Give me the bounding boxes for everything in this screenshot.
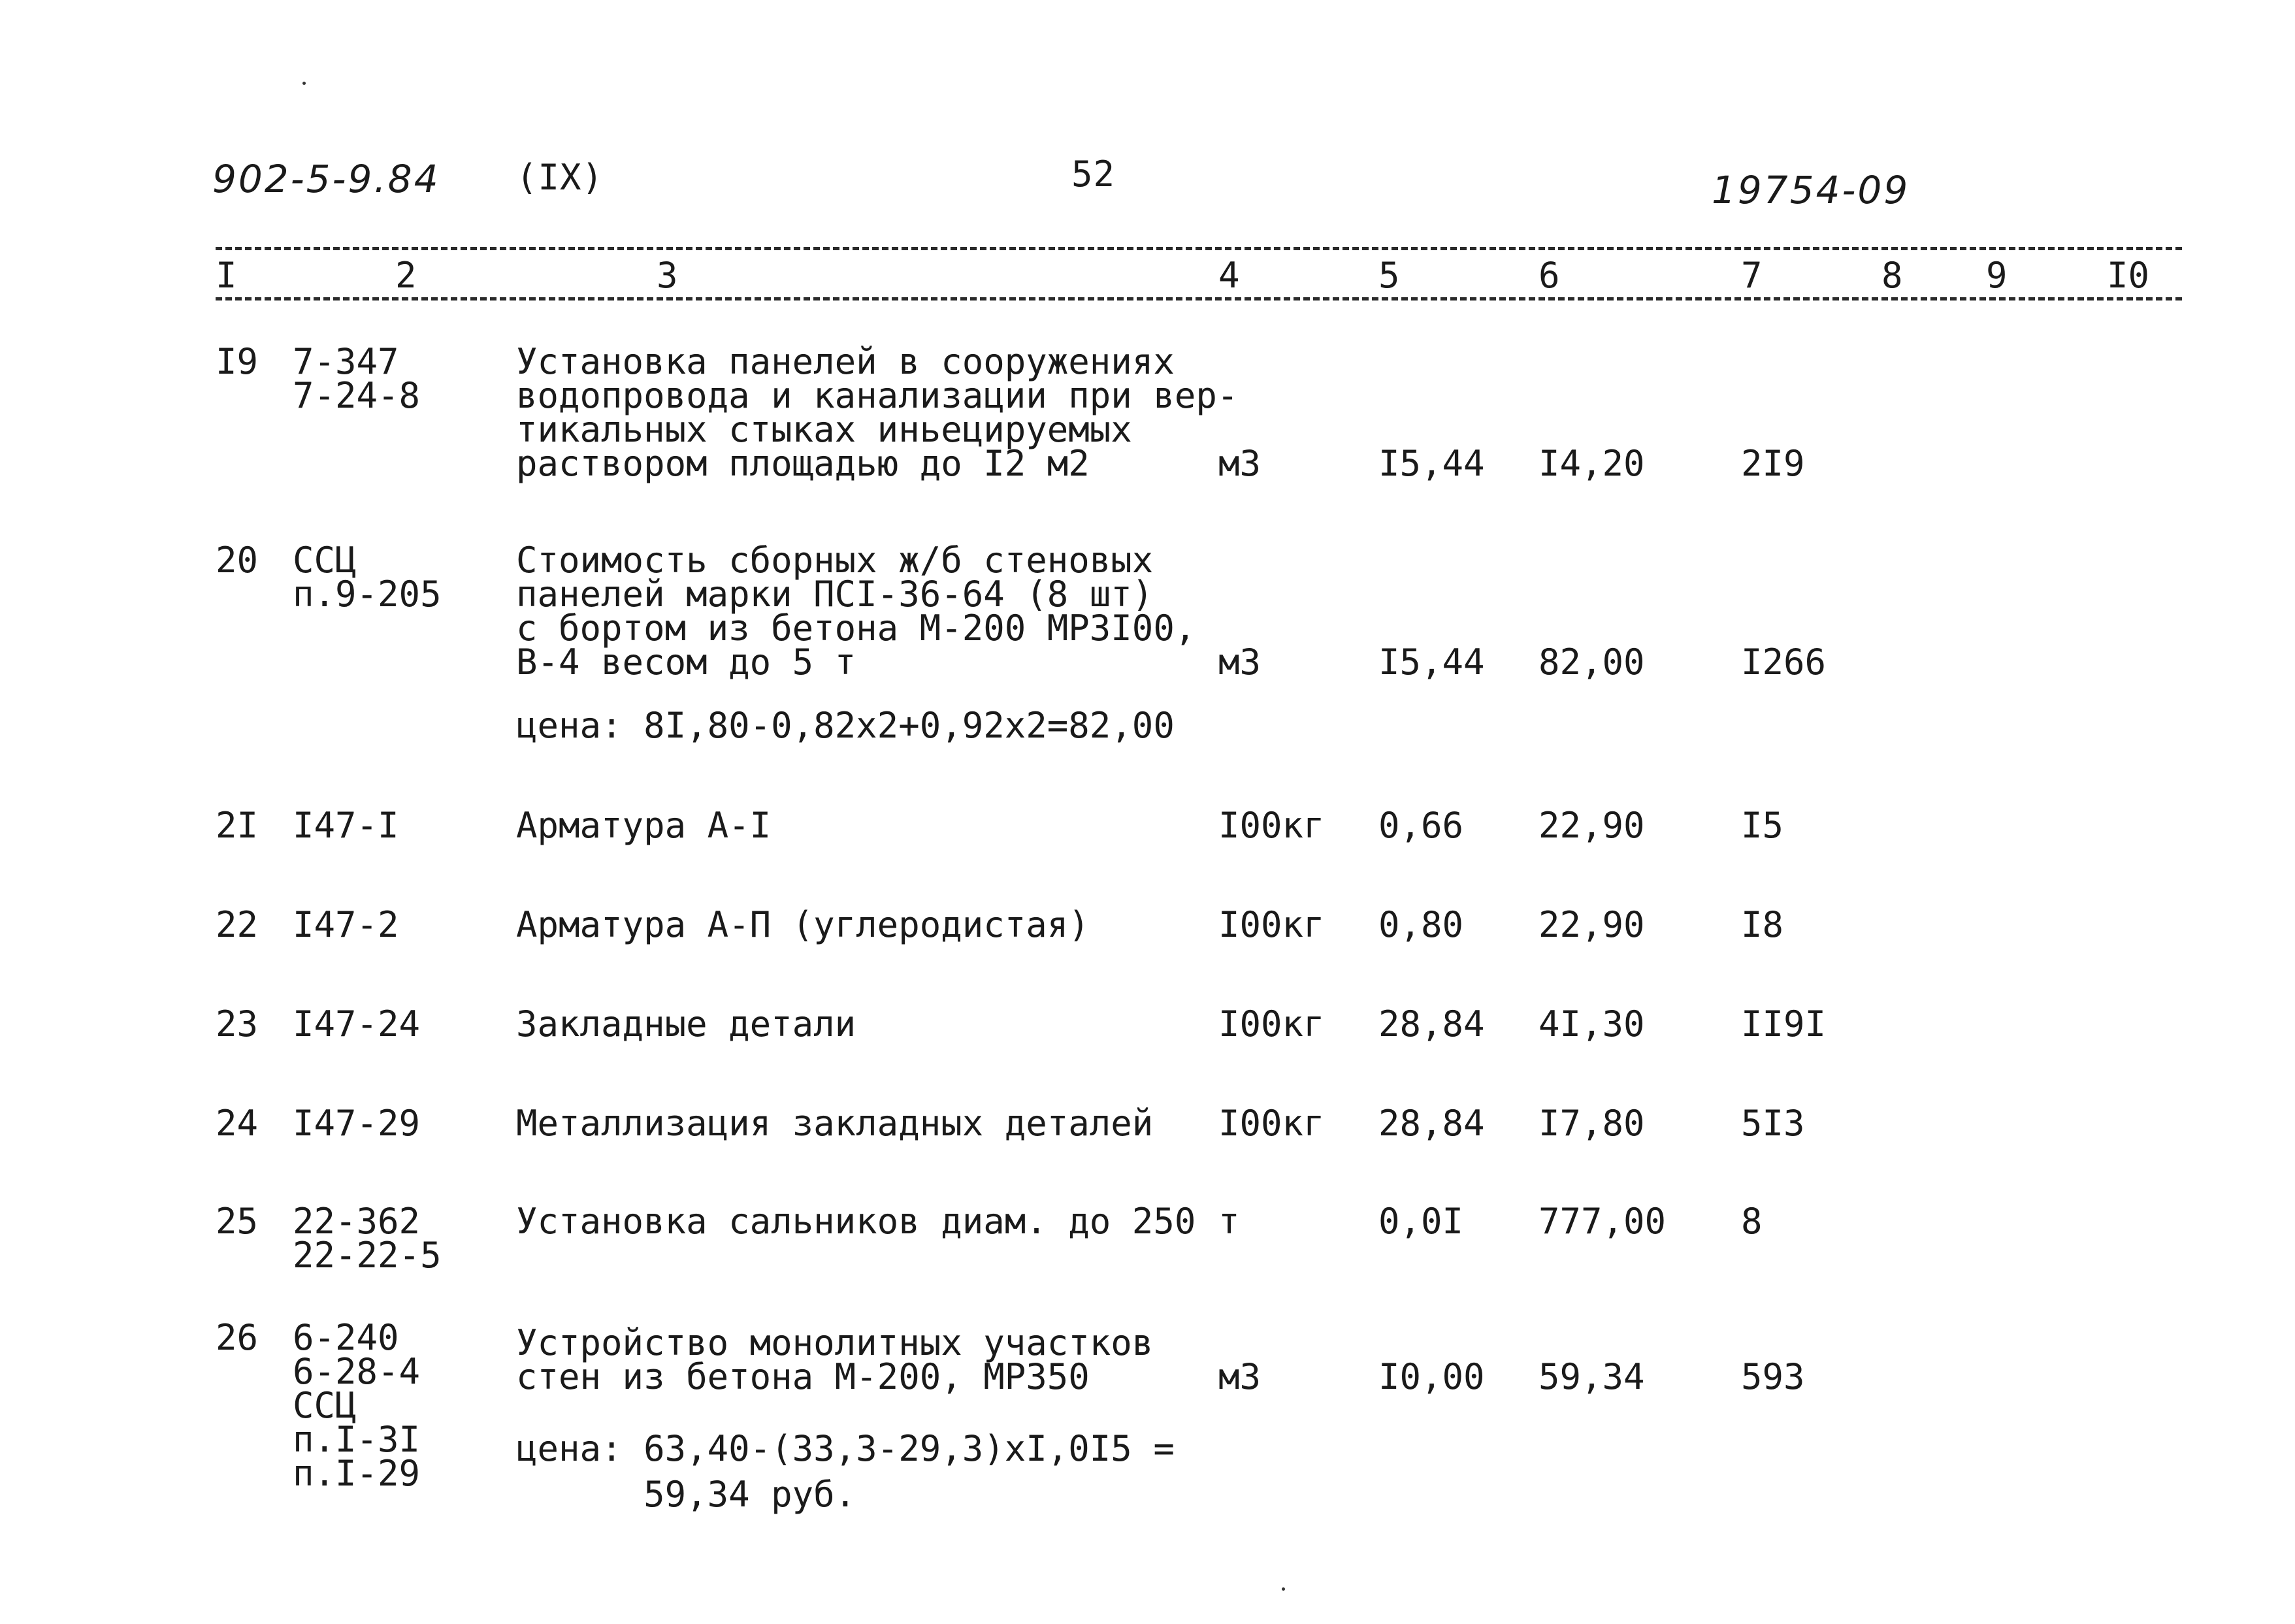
quantity: I5,44 [1378,443,1485,484]
page-number: 52 [1071,154,1116,195]
column-number-7: 7 [1741,255,1763,296]
unit-price: 82,00 [1538,641,1645,683]
price-note: 59,34 руб. [516,1474,856,1515]
work-description: Закладные детали [516,1003,856,1045]
unit: м3 [1218,641,1261,683]
rate-code: 6-240 [293,1317,399,1358]
rate-code: 22-362 [293,1201,421,1242]
row-number: 23 [216,1003,259,1045]
column-number-3: 3 [657,255,678,296]
work-description: Арматура А-П (углеродистая) [516,904,1090,945]
rate-code: I47-2 [293,904,399,945]
rate-code: 22-22-5 [293,1235,442,1276]
work-description: Арматура А-I [516,805,772,846]
row-number: 22 [216,904,259,945]
work-description: Устройство монолитных участков [516,1322,1154,1363]
scan-speck [1282,1587,1285,1591]
unit: м3 [1218,443,1261,484]
work-description: панелей марки ПСI-36-64 (8 шт) [516,574,1154,615]
unit: т [1218,1201,1240,1242]
total-cost: I5 [1741,805,1784,846]
quantity: I5,44 [1378,641,1485,683]
unit-price: 22,90 [1538,805,1645,846]
rate-code: 7-347 [293,341,399,382]
doc-code: 902-5-9.84 [212,157,440,201]
unit: I00кг [1218,904,1325,945]
rate-code: 6-28-4 [293,1351,421,1392]
total-cost: 5I3 [1741,1103,1805,1144]
row-number: I9 [216,341,259,382]
column-number-2: 2 [395,255,417,296]
rate-code: I47-29 [293,1103,421,1144]
work-description: с бортом из бетона М-200 МРЗI00, [516,608,1196,649]
section-marker: (IX) [516,157,604,198]
work-description: тикальных стыках иньецируемых [516,409,1132,450]
rate-code: п.I-29 [293,1453,421,1494]
unit: I00кг [1218,805,1325,846]
unit-price: I7,80 [1538,1103,1645,1144]
rate-code: I47-I [293,805,399,846]
archive-number: 19754-09 [1712,168,1910,212]
unit-price: 59,34 [1538,1356,1645,1397]
work-description: Установка панелей в сооружениях [516,341,1175,382]
quantity: I0,00 [1378,1356,1485,1397]
rate-code: п.I-3I [293,1419,421,1460]
row-number: 20 [216,540,259,581]
column-number-6: 6 [1538,255,1560,296]
unit-price: 22,90 [1538,904,1645,945]
total-cost: I8 [1741,904,1784,945]
quantity: 0,0I [1378,1201,1464,1242]
row-number: 26 [216,1317,259,1358]
work-description: водопровода и канализации при вер- [516,375,1239,416]
unit: I00кг [1218,1103,1325,1144]
column-number-5: 5 [1378,255,1400,296]
unit: I00кг [1218,1003,1325,1045]
row-number: 25 [216,1201,259,1242]
row-number: 24 [216,1103,259,1144]
work-description: Установка сальников диам. до 250 [516,1201,1196,1242]
total-cost: 593 [1741,1356,1805,1397]
row-number: 2I [216,805,259,846]
rate-code: п.9-205 [293,574,442,615]
column-number-8: 8 [1881,255,1903,296]
column-number-1: I [216,255,237,296]
scan-speck [302,82,306,85]
work-description: Металлизация закладных деталей [516,1103,1154,1144]
price-note: цена: 63,40-(33,3-29,3)хI,0I5 = [516,1428,1175,1469]
work-description: В-4 весом до 5 т [516,641,856,683]
rate-code: I47-24 [293,1003,421,1045]
quantity: 28,84 [1378,1003,1485,1045]
rate-code: ССЦ [293,540,357,581]
table-header-rule [216,297,2182,300]
work-description: стен из бетона М-200, МР350 [516,1356,1090,1397]
total-cost: 2I9 [1741,443,1805,484]
unit: м3 [1218,1356,1261,1397]
unit-price: 777,00 [1538,1201,1667,1242]
quantity: 0,66 [1378,805,1464,846]
column-number-10: I0 [2107,255,2150,296]
quantity: 0,80 [1378,904,1464,945]
column-number-4: 4 [1218,255,1240,296]
work-description: раствором площадью до I2 м2 [516,443,1090,484]
price-note: цена: 8I,80-0,82х2+0,92х2=82,00 [516,705,1175,746]
unit-price: I4,20 [1538,443,1645,484]
total-cost: I266 [1741,641,1827,683]
table-top-rule [216,247,2182,250]
work-description: Стоимость сборных ж/б стеновых [516,540,1154,581]
rate-code: ССЦ [293,1385,357,1426]
total-cost: II9I [1741,1003,1827,1045]
unit-price: 4I,30 [1538,1003,1645,1045]
rate-code: 7-24-8 [293,375,421,416]
total-cost: 8 [1741,1201,1763,1242]
quantity: 28,84 [1378,1103,1485,1144]
column-number-9: 9 [1986,255,2008,296]
